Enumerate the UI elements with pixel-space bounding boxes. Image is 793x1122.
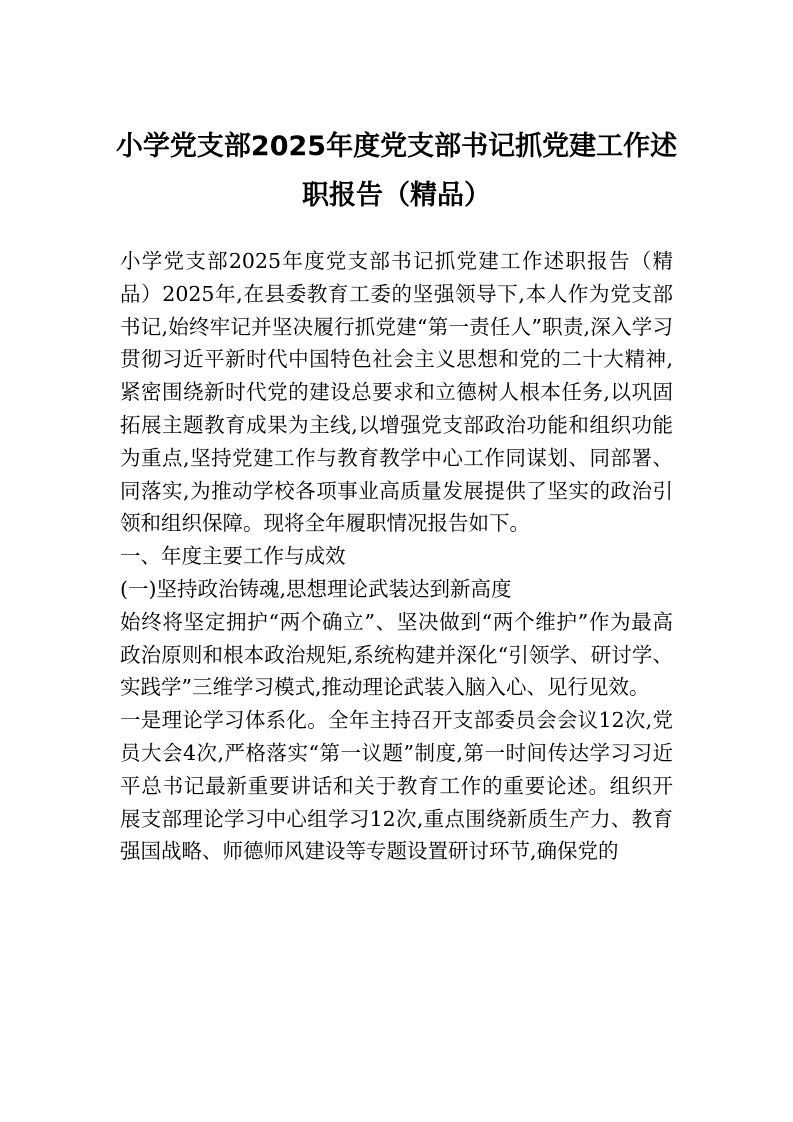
- body-paragraph: 始终将坚定拥护“两个确立”、坚决做到“两个维护”作为最高政治原则和根本政治规矩,系统构建并深化“引领学、研讨学、实践学”三维学习模式,推动理论武装入脑入心、见行见效。: [120, 609, 673, 700]
- intro-paragraph: 小学党支部2025年度党支部书记抓党建工作述职报告（精品）2025年,在县委教育工委的坚强领导下,本人作为党支部书记,始终牢记并坚决履行抓党建“第一责任人”职责,深入学习贯彻习近平新时代中国特色社会主义思想和党的二十大精神,紧密围绕新时代党的建设总要求和立德树人根本任务,以巩固拓展主题教育成果为主线,以增强党支部政治功能和组织功能为重点,坚持党建工作与教育教学中心工作同谋划、同部署、同落实,为推动学校各项事业高质量发展提供了坚实的政治引领和组织保障。现将全年履职情况报告如下。: [120, 249, 673, 536]
- document-title: 小学党支部2025年度党支部书记抓党建工作述职报告（精品）: [115, 131, 678, 211]
- subsection-heading: (一)坚持政治铸魂,思想理论武装达到新高度: [120, 576, 512, 601]
- document-body: [120, 245, 673, 868]
- section-heading: 一、年度主要工作与成效: [120, 544, 346, 569]
- body-paragraph: 一是理论学习体系化。全年主持召开支部委员会会议12次,党员大会4次,严格落实“第一议题”制度,第一时间传达学习习近平总书记最新重要讲话和关于教育工作的重要论述。组织开展支部理论学习中心组学习12次,重点围绕新质生产力、教育强国战略、师德师风建设等专题设置研讨环节,确保党的: [120, 708, 673, 864]
